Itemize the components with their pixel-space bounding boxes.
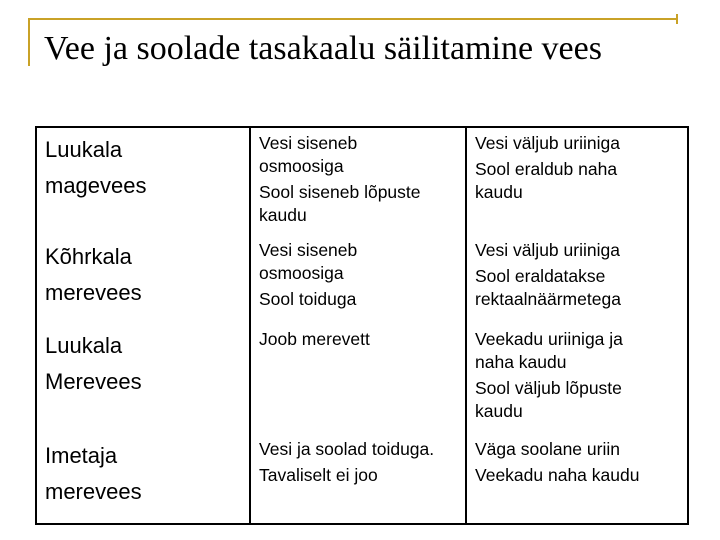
organism-name: Kõhrkala bbox=[45, 244, 132, 269]
intake-text: osmoosiga bbox=[259, 156, 344, 176]
output-cell bbox=[466, 127, 688, 235]
organism-habitat: magevees bbox=[45, 173, 147, 198]
intake-text: Vesi ja soolad toiduga. bbox=[259, 439, 435, 459]
intake-text: Joob merevett bbox=[259, 329, 370, 349]
output-cell bbox=[466, 434, 688, 524]
organism-name: Luukala bbox=[45, 333, 123, 358]
table-row bbox=[36, 235, 688, 324]
organism-cell bbox=[36, 127, 250, 235]
output-text: Väga soolane uriin bbox=[475, 439, 620, 459]
output-text: Vesi väljub uriiniga bbox=[475, 240, 620, 260]
intake-text: Vesi siseneb bbox=[259, 240, 358, 260]
intake-cell bbox=[250, 235, 466, 324]
organism-cell bbox=[36, 434, 250, 524]
output-cell bbox=[466, 235, 688, 324]
table-row bbox=[36, 127, 688, 235]
table-row bbox=[36, 434, 688, 524]
output-text: Sool eraldub naha bbox=[475, 159, 618, 179]
slide-title: Vee ja soolade tasakaalu säilitamine vees bbox=[44, 30, 602, 67]
title-frame-left-line bbox=[28, 18, 30, 66]
output-text: naha kaudu bbox=[475, 352, 567, 372]
organism-name: Luukala bbox=[45, 137, 123, 162]
output-cell bbox=[466, 324, 688, 434]
intake-text: kaudu bbox=[259, 205, 307, 225]
organism-name: Imetaja bbox=[45, 443, 118, 468]
organism-cell bbox=[36, 235, 250, 324]
output-text: Veekadu naha kaudu bbox=[475, 465, 640, 485]
organism-habitat: Merevees bbox=[45, 369, 142, 394]
output-text: kaudu bbox=[475, 401, 523, 421]
output-text: rektaalnäärmetega bbox=[475, 289, 621, 309]
title-frame-tick bbox=[676, 14, 678, 24]
intake-cell bbox=[250, 324, 466, 434]
output-text: Sool eraldatakse bbox=[475, 266, 606, 286]
intake-text: Tavaliselt ei joo bbox=[259, 465, 378, 485]
intake-text: Sool toiduga bbox=[259, 289, 357, 309]
intake-cell bbox=[250, 127, 466, 235]
table-row bbox=[36, 324, 688, 434]
intake-text: Vesi siseneb bbox=[259, 133, 358, 153]
organism-cell bbox=[36, 324, 250, 434]
title-frame-top-line bbox=[28, 18, 678, 20]
intake-text: Sool siseneb lõpuste bbox=[259, 182, 421, 202]
output-text: Sool väljub lõpuste bbox=[475, 378, 622, 398]
intake-text: osmoosiga bbox=[259, 263, 344, 283]
output-text: kaudu bbox=[475, 182, 523, 202]
output-text: Vesi väljub uriiniga bbox=[475, 133, 620, 153]
output-text: Veekadu uriiniga ja bbox=[475, 329, 623, 349]
organism-habitat: merevees bbox=[45, 280, 142, 305]
intake-cell bbox=[250, 434, 466, 524]
organism-habitat: merevees bbox=[45, 479, 142, 504]
osmoregulation-table bbox=[35, 126, 689, 525]
